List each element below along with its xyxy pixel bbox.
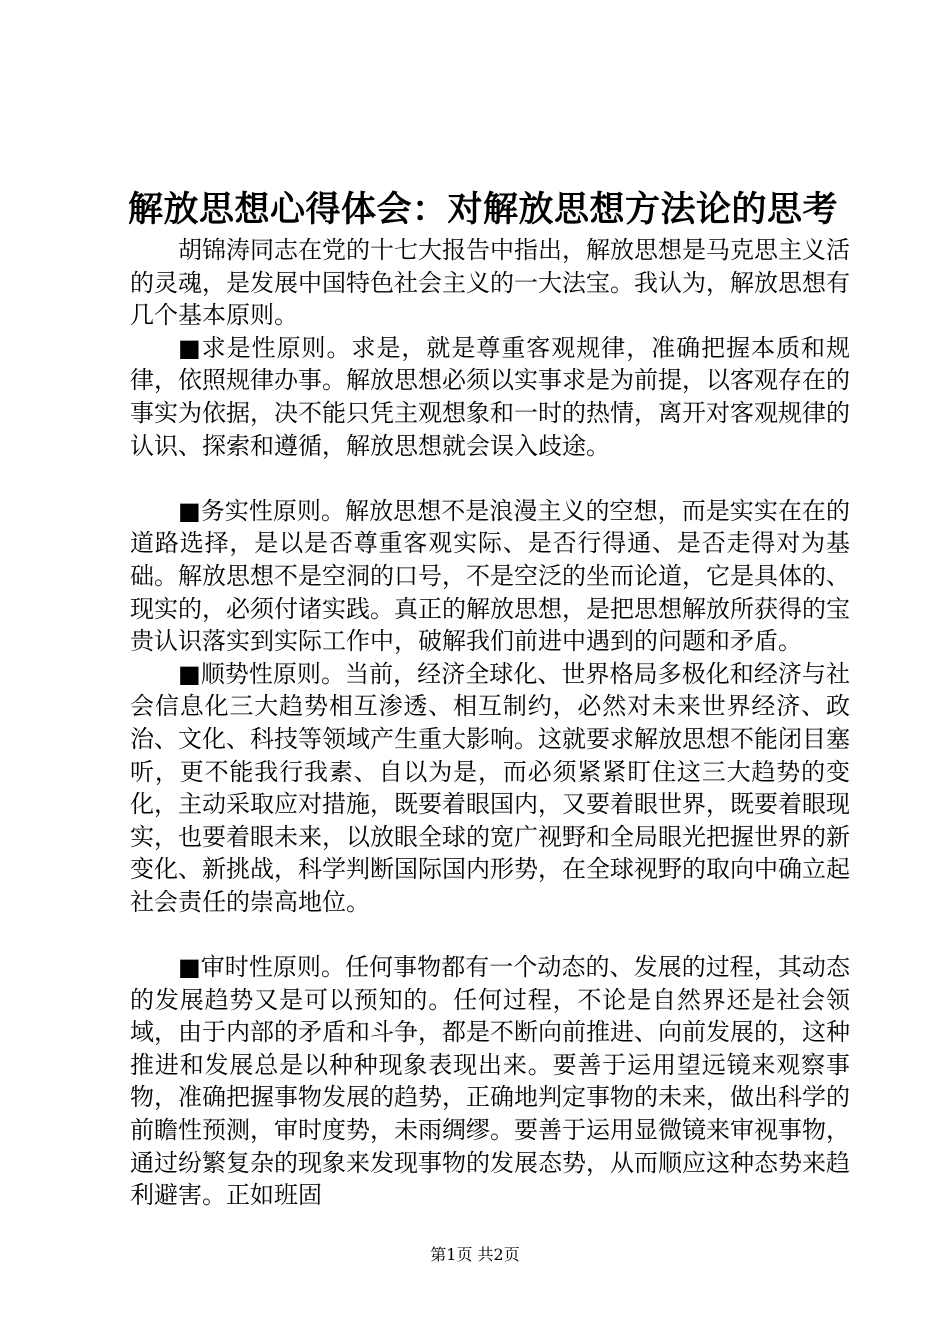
principle-following-trend-paragraph: ■顺势性原则。当前，经济全球化、世界格局多极化和经济与社会信息化三大趋势相互渗透、相互制约，必然对未来世界经济、政治、文化、科技等领域产生重大影响。这就要求解放思想不能闭目塞听，更不能我行我素、自以为是，而必须紧紧盯住这三大趋势的变化，主动采取应对措施，既要着眼国内，又要着眼世界，既要着眼现实，也要着眼未来，以放眼全球的宽广视野和全局眼光把握世界的新变化、新挑战，科学判断国际国内形势，在全球视野的取向中确立起社会责任的崇高地位。 <box>130 659 850 916</box>
intro-paragraph: 胡锦涛同志在党的十七大报告中指出，解放思想是马克思主义活的灵魂，是发展中国特色社会主义的一大法宝。我认为，解放思想有几个基本原则。 <box>130 236 850 330</box>
principle-seeking-truth-paragraph: ■求是性原则。求是，就是尊重客观规律，准确把握本质和规律，依照规律办事。解放思想必须以实事求是为前提，以客观存在的事实为依据，决不能只凭主观想象和一时的热情，离开对客观规律的认识、探索和遵循，解放思想就会误入歧途。 <box>130 333 850 460</box>
document-body <box>130 234 850 1212</box>
principle-pragmatic-paragraph: ■务实性原则。解放思想不是浪漫主义的空想，而是实实在在的道路选择，是以是否尊重客观实际、是否行得通、是否走得对为基础。解放思想不是空洞的口号，不是空泛的坐而论道，它是具体的、现实的，必须付诸实践。真正的解放思想，是把思想解放所获得的宝贵认识落实到实际工作中，破解我们前进中遇到的问题和矛盾。 <box>130 496 850 656</box>
document-title: 解放思想心得体会：对解放思想方法论的思考 <box>128 189 839 230</box>
principle-timing-paragraph: ■审时性原则。任何事物都有一个动态的、发展的过程，其动态的发展趋势又是可以预知的。任何过程，不论是自然界还是社会领域，由于内部的矛盾和斗争，都是不断向前推进、向前发展的，这种推进和发展总是以种种现象表现出来。要善于运用望远镜来观察事物，准确把握事物发展的趋势，正确地判定事物的未来，做出科学的前瞻性预测，审时度势，未雨绸缪。要善于运用显微镜来审视事物，通过纷繁复杂的现象来发现事物的发展态势，从而顺应这种态势来趋利避害。正如班固 <box>130 953 850 1210</box>
page-footer: 第1页 共2页 <box>430 1245 520 1264</box>
